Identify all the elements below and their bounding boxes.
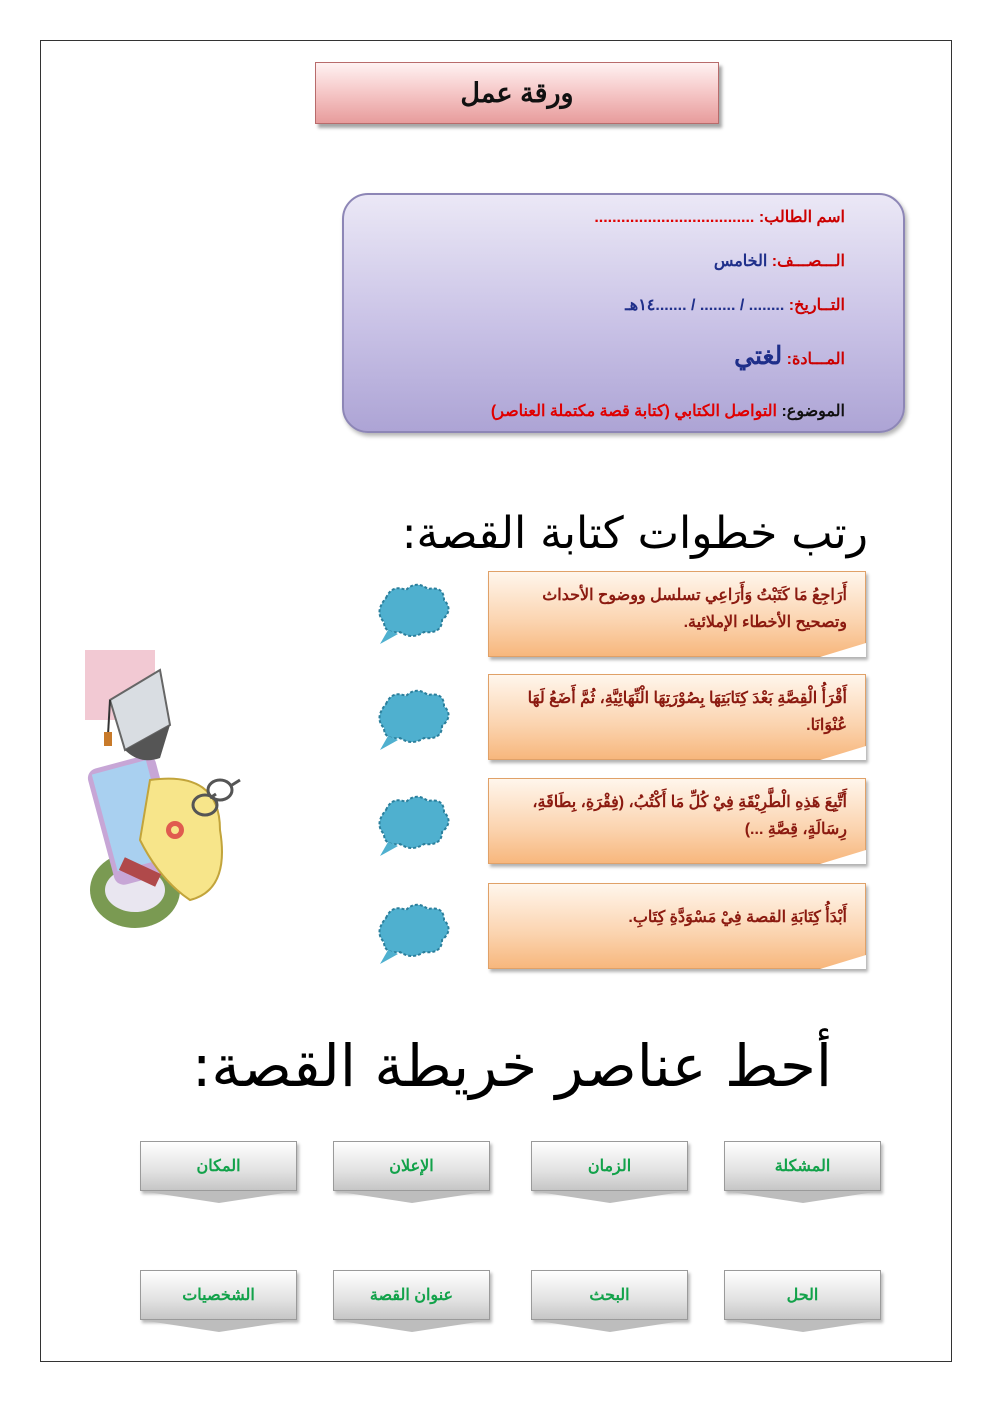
topic-value: التواصل الكتابي (كتابة قصة مكتملة العناصر) (490, 403, 777, 420)
topic-row (491, 401, 845, 421)
student-name-field[interactable]: .................................... (594, 209, 755, 226)
graduation-clipart-icon (80, 640, 250, 940)
elements-heading: أحط عناصر خريطة القصة: (191, 1032, 832, 1100)
student-name-row (594, 207, 845, 227)
date-field[interactable]: ........ / ........ / .......١٤هـ (625, 297, 785, 314)
speech-bubble-icon (372, 686, 454, 756)
class-value: الخامس (713, 253, 768, 270)
step-box (488, 674, 866, 760)
element-chip-place[interactable]: المكان (140, 1141, 297, 1191)
subject-row (734, 341, 845, 371)
step-text: أَبْدَأُ كِتَابَةِ القصة فِيْ مَسْوَدَّةِ كِتَابِ. (628, 909, 847, 926)
speech-bubble-icon (372, 792, 454, 862)
class-label: الـــصـــف: (771, 253, 845, 270)
step-box (488, 778, 866, 864)
step-text: أَتَّبِعَ هَذِهِ الْطَّرِيْقَةِ فِيْ كُلِّ مَا أَكْتُبُ، (فِقْرَةِ، بِطَاقَةِ، رِسَالَةٍ، قِصَّةِ ...) (532, 794, 847, 838)
element-chip-time[interactable]: الزمان (531, 1141, 688, 1191)
speech-bubble-icon (372, 580, 454, 650)
element-chip-story-title[interactable]: عنوان القصة (333, 1270, 490, 1320)
element-chip-solution[interactable]: الحل (724, 1270, 881, 1320)
page-title: ورقة عمل (460, 77, 574, 108)
subject-label: المـــادة: (786, 351, 845, 368)
student-name-label: اسم الطالب: (758, 209, 845, 226)
element-chip-problem[interactable]: المشكلة (724, 1141, 881, 1191)
speech-bubble-icon (372, 900, 454, 970)
student-info-box (342, 193, 905, 433)
element-chip-announcement[interactable]: الإعلان (333, 1141, 490, 1191)
element-chip-characters[interactable]: الشخصيات (140, 1270, 297, 1320)
step-box (488, 571, 866, 657)
class-row (714, 251, 845, 271)
steps-heading: رتب خطوات كتابة القصة: (401, 508, 868, 559)
step-box (488, 883, 866, 969)
element-chip-research[interactable]: البحث (531, 1270, 688, 1320)
step-text: أَرَاجِعُ مَا كَتَبْتُ وَأَرَاعِي تسلسل ووضوح الأحداث وتصحيح الأخطاء الإملائية. (542, 587, 847, 631)
subject-value: لغتي (734, 342, 783, 370)
title-banner (315, 62, 719, 124)
topic-label: الموضوع: (781, 403, 845, 420)
step-text: أَقْرَأُ الْقِصَّةِ بَعْدَ كِتَابَتِهَا بِصُوْرَتِهَا الْنِّهَائِيَّةِ، ثُمَّ أَضَعُ لَهَا عُنْوَانَا. (527, 690, 847, 734)
date-label: التــاريخ: (788, 297, 845, 314)
date-row (625, 295, 845, 315)
